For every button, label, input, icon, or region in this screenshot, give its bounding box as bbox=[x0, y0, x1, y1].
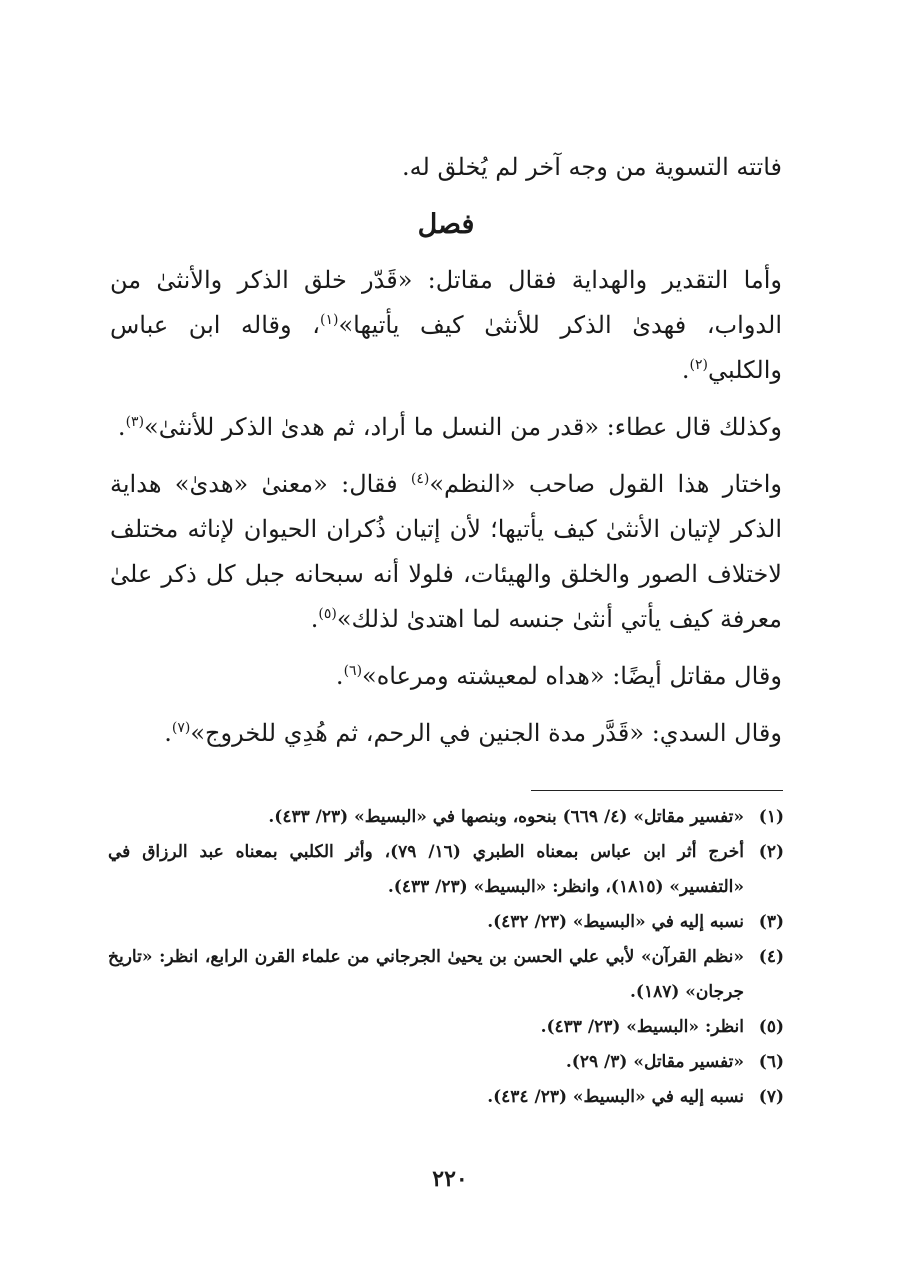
footnote-number: (٦) bbox=[758, 1052, 784, 1072]
footnote-ref-7: (٧) bbox=[171, 720, 191, 736]
footnote-ref-6: (٦) bbox=[343, 663, 363, 679]
paragraph-3-text: واختار هذا القول صاحب «النظم» bbox=[429, 470, 782, 498]
footnote-number: (٧) bbox=[758, 1087, 784, 1107]
section-heading: فصل bbox=[417, 209, 475, 240]
opening-line: فاتته التسوية من وجه آخر لم يُخلق له. bbox=[402, 153, 782, 181]
footnote-text: نسبه إليه في «البسيط» (٢٣/ ٤٣٤). bbox=[487, 1087, 744, 1107]
footnote-text: نسبه إليه في «البسيط» (٢٣/ ٤٣٢). bbox=[487, 912, 744, 932]
footnote-ref-4: (٤) bbox=[410, 471, 430, 487]
footnote-ref-2: (٢) bbox=[689, 357, 708, 373]
footnote-number: (٢) bbox=[758, 842, 784, 862]
paragraph-3-end: . bbox=[310, 605, 319, 633]
paragraph-3 bbox=[110, 462, 782, 642]
paragraph-5 bbox=[110, 711, 782, 756]
footnote-3 bbox=[108, 905, 784, 940]
footnote-ref-3: (٣) bbox=[125, 414, 145, 430]
paragraph-1-mid: ، وقاله ابن عباس والكلبي bbox=[110, 311, 782, 384]
paragraph-2 bbox=[110, 405, 782, 450]
main-text bbox=[110, 145, 782, 768]
footnote-text: «تفسير مقاتل» (٣/ ٢٩). bbox=[565, 1052, 744, 1072]
page-number: ٢٢٠ bbox=[432, 1166, 468, 1192]
footnote-text: «نظم القرآن» لأبي علي الحسن بن يحيىٰ الجرجاني من علماء القرن الرابع، انظر: «تاريخ جرجان» (١٨٧). bbox=[108, 947, 744, 1002]
footnote-text: انظر: «البسيط» (٢٣/ ٤٣٣). bbox=[540, 1017, 744, 1037]
footnote-ref-5: (٥) bbox=[318, 606, 337, 622]
footnote-number: (٥) bbox=[758, 1017, 784, 1037]
footnote-text: «تفسير مقاتل» (٤/ ٦٦٩) بنحوه، وبنصها في «البسيط» (٢٣/ ٤٣٣). bbox=[268, 807, 744, 827]
footnote-2 bbox=[108, 835, 784, 905]
paragraph-4 bbox=[110, 654, 782, 699]
paragraph-4-text: وقال مقاتل أيضًا: «هداه لمعيشته ومرعاه» bbox=[362, 662, 782, 690]
footnote-number: (٣) bbox=[758, 912, 784, 932]
footnote-divider bbox=[531, 790, 783, 791]
paragraph-4-end: . bbox=[335, 662, 344, 690]
paragraph-2-end: . bbox=[117, 413, 126, 441]
paragraph-3-rest: فقال: «معنىٰ «هدىٰ» هداية الذكر لإتيان الأنثىٰ كيف يأتيها؛ لأن إتيان ذُكران الحيوان لإناثه مختلف لاختلاف الصور والخلق والهيئات، فلولا أنه سبحانه جبل كل ذكر علىٰ معرفة كيف يأتي أنثىٰ جنسه لما اهتدىٰ لذلك» bbox=[110, 470, 782, 633]
footnote-number: (١) bbox=[758, 807, 784, 827]
footnote-6 bbox=[108, 1045, 784, 1080]
footnote-7 bbox=[108, 1080, 784, 1115]
footnotes bbox=[108, 800, 784, 1115]
paragraph-5-end: . bbox=[164, 719, 172, 747]
paragraph-1-end: . bbox=[681, 356, 690, 384]
footnote-4 bbox=[108, 940, 784, 1010]
paragraph-5-text: وقال السدي: «قَدَّر مدة الجنين في الرحم، ثم هُدِي للخروج» bbox=[190, 719, 782, 747]
footnote-ref-1: (١) bbox=[319, 312, 339, 328]
footnote-1 bbox=[108, 800, 784, 835]
paragraph-2-text: وكذلك قال عطاء: «قدر من النسل ما أراد، ثم هدىٰ الذكر للأنثىٰ» bbox=[144, 413, 782, 441]
footnote-number: (٤) bbox=[758, 947, 784, 967]
footnote-text: أخرج أثر ابن عباس بمعناه الطبري (١٦/ ٧٩)، وأثر الكلبي بمعناه عبد الرزاق في «التفسير» (١٨١٥)، وانظر: «البسيط» (٢٣/ ٤٣٣). bbox=[108, 842, 744, 897]
paragraph-1-text: وأما التقدير والهداية فقال مقاتل: «قَدّر خلق الذكر والأنثىٰ من الدواب، فهدىٰ الذكر للأنثىٰ كيف يأتيها» bbox=[110, 266, 782, 339]
paragraph-1 bbox=[110, 258, 782, 393]
footnote-5 bbox=[108, 1010, 784, 1045]
